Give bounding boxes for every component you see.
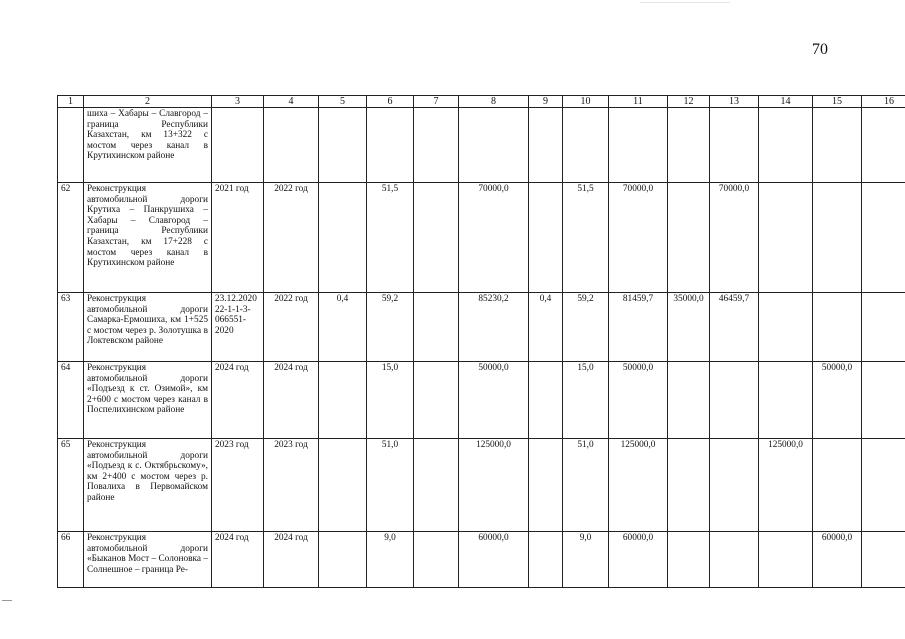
object-name: шиха – Хабары – Славгород – граница Республики Казахстан, км 13+322 с мостом через канал в Крутихинском районе [84,108,212,183]
start-date: 2024 год [212,532,264,588]
value-cell [319,362,367,439]
value-cell [813,183,862,293]
object-name: Реконструкция автомобильной дороги Самарка-Ермошиха, км 1+525 с мостом через р. Золотушка в Локтевском районе [84,293,212,362]
value-cell: 51,0 [563,439,609,532]
value-cell [759,532,813,588]
column-number-header: 1 [58,96,84,108]
column-number-header: 6 [367,96,414,108]
value-cell: 85230,2 [459,293,529,362]
page-number: 70 [812,41,828,58]
value-cell [609,108,668,183]
value-cell [319,532,367,588]
value-cell [668,362,710,439]
value-cell [319,108,367,183]
value-cell: 50000,0 [813,362,862,439]
column-number-header: 5 [319,96,367,108]
column-number-header: 3 [212,96,264,108]
scan-artifact [2,600,12,601]
value-cell [668,183,710,293]
object-name: Реконструкция автомобильной дороги «Быканов Мост – Солоновка – Солнешное – граница Ре- [84,532,212,588]
table-row [58,532,905,588]
value-cell [759,362,813,439]
value-cell: 51,5 [563,183,609,293]
completion-year [264,108,319,183]
value-cell [529,439,563,532]
table-row [58,362,905,439]
value-cell [862,183,905,293]
value-cell [319,439,367,532]
value-cell: 35000,0 [668,293,710,362]
value-cell [862,532,905,588]
value-cell: 9,0 [367,532,414,588]
column-number-header: 15 [813,96,862,108]
row-number: 62 [58,183,84,293]
value-cell [759,108,813,183]
value-cell [668,532,710,588]
column-number-header: 16 [862,96,905,108]
value-cell [563,108,609,183]
value-cell [813,293,862,362]
value-cell [862,439,905,532]
table-row [58,183,905,293]
value-cell: 0,4 [529,293,563,362]
row-number: 63 [58,293,84,362]
data-table [57,95,905,588]
value-cell: 0,4 [319,293,367,362]
value-cell [414,108,459,183]
value-cell [319,183,367,293]
table-row [58,108,905,183]
column-number-header: 12 [668,96,710,108]
table-body [58,96,905,588]
value-cell: 70000,0 [459,183,529,293]
completion-year: 2023 год [264,439,319,532]
value-cell [710,439,759,532]
value-cell: 125000,0 [609,439,668,532]
column-number-header: 9 [529,96,563,108]
value-cell: 125000,0 [459,439,529,532]
value-cell [414,183,459,293]
value-cell [862,362,905,439]
completion-year: 2022 год [264,293,319,362]
value-cell [862,108,905,183]
value-cell [710,108,759,183]
value-cell [459,108,529,183]
value-cell: 60000,0 [813,532,862,588]
value-cell: 60000,0 [459,532,529,588]
value-cell [529,108,563,183]
value-cell [414,362,459,439]
table-row [58,439,905,532]
value-cell: 70000,0 [609,183,668,293]
completion-year: 2024 год [264,532,319,588]
value-cell [710,362,759,439]
value-cell: 60000,0 [609,532,668,588]
value-cell: 15,0 [367,362,414,439]
value-cell [414,532,459,588]
row-number: 64 [58,362,84,439]
column-number-header: 11 [609,96,668,108]
value-cell [759,183,813,293]
start-date [212,108,264,183]
value-cell [668,108,710,183]
column-number-header: 13 [710,96,759,108]
row-number: 66 [58,532,84,588]
start-date: 2021 год [212,183,264,293]
value-cell: 70000,0 [710,183,759,293]
value-cell: 50000,0 [459,362,529,439]
value-cell: 46459,7 [710,293,759,362]
header-row [58,96,905,108]
value-cell [759,293,813,362]
value-cell [710,532,759,588]
value-cell [862,293,905,362]
value-cell: 51,5 [367,183,414,293]
value-cell [529,183,563,293]
value-cell: 59,2 [563,293,609,362]
value-cell: 81459,7 [609,293,668,362]
value-cell: 9,0 [563,532,609,588]
value-cell [529,362,563,439]
column-number-header: 7 [414,96,459,108]
object-name: Реконструкция автомобильной дороги «Подъезд к ст. Озимой», км 2+600 с мостом через канал в Поспелихинском районе [84,362,212,439]
value-cell [813,439,862,532]
completion-year: 2022 год [264,183,319,293]
table-row [58,293,905,362]
column-number-header: 2 [84,96,212,108]
value-cell [414,439,459,532]
object-name: Реконструкция автомобильной дороги «Подъезд к с. Октябрьскому», км 2+400 с мостом через р. Повалиха в Первомайском районе [84,439,212,532]
row-number [58,108,84,183]
object-name: Реконструкция автомобильной дороги Крутиха – Панкрушиха – Хабары – Славгород – граница Республики Казахстан, км 17+228 с мостом через канал в Крутихинском районе [84,183,212,293]
start-date: 2023 год [212,439,264,532]
column-number-header: 10 [563,96,609,108]
value-cell [813,108,862,183]
value-cell: 15,0 [563,362,609,439]
value-cell [367,108,414,183]
column-number-header: 4 [264,96,319,108]
value-cell: 59,2 [367,293,414,362]
start-date: 23.12.2020 22-1-1-3-066551-2020 [212,293,264,362]
value-cell: 125000,0 [759,439,813,532]
row-number: 65 [58,439,84,532]
value-cell [668,439,710,532]
value-cell: 51,0 [367,439,414,532]
value-cell: 50000,0 [609,362,668,439]
column-number-header: 8 [459,96,529,108]
column-number-header: 14 [759,96,813,108]
completion-year: 2024 год [264,362,319,439]
start-date: 2024 год [212,362,264,439]
value-cell [529,532,563,588]
scan-artifact [640,2,730,3]
value-cell [414,293,459,362]
